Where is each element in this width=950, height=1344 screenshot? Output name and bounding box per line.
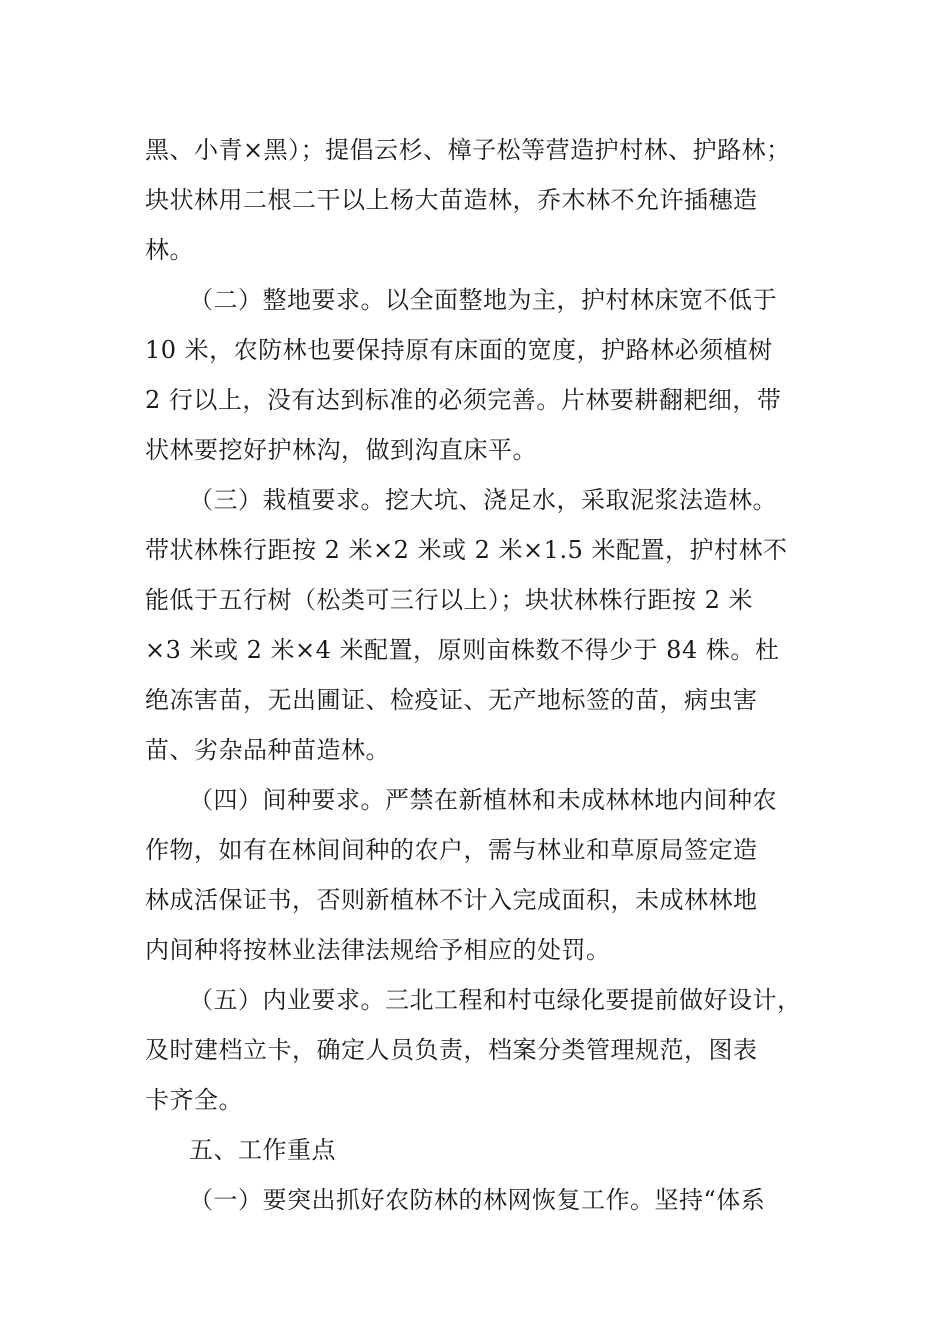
paragraph-start-line: （四）间种要求。严禁在新植林和未成林林地内间种农 (189, 786, 777, 814)
text-line: ×3 米或 2 米×4 米配置，原则亩株数不得少于 84 株。杜 (145, 636, 780, 664)
paragraph-start-line: （三）栽植要求。挖大坑、浇足水，采取泥浆法造林。 (189, 486, 777, 514)
text-line: 状林要挖好护林沟，做到沟直床平。 (145, 436, 537, 464)
text-line: 林。 (145, 236, 194, 264)
text-line: 块状林用二根二干以上杨大苗造林，乔木林不允许插穗造 (145, 186, 758, 214)
text-line: 能低于五行树（松类可三行以上）；块状林株行距按 2 米 (145, 586, 754, 614)
text-line: 苗、劣杂品种苗造林。 (145, 736, 390, 764)
paragraph-start-line: （二）整地要求。以全面整地为主，护村林床宽不低于 (189, 286, 777, 314)
text-line: 2 行以上，没有达到标准的必须完善。片林要耕翻耙细，带 (145, 386, 782, 414)
section-heading: 五、工作重点 (189, 1136, 336, 1164)
text-line: 黑、小青×黑）；提倡云杉、樟子松等营造护村林、护路林； (145, 136, 791, 164)
body-text (145, 125, 810, 1225)
text-line: 10 米，农防林也要保持原有床面的宽度，护路林必须植树 (145, 336, 773, 364)
text-line: 带状林株行距按 2 米×2 米或 2 米×1.5 米配置，护村林不 (145, 536, 788, 564)
text-line: 内间种将按林业法律法规给予相应的处罚。 (145, 936, 611, 964)
paragraph-start-line: （一）要突出抓好农防林的林网恢复工作。坚持“体系 (189, 1186, 766, 1214)
text-line: 卡齐全。 (145, 1086, 243, 1114)
text-line: 林成活保证书，否则新植林不计入完成面积，未成林林地 (145, 886, 758, 914)
text-line: 绝冻害苗，无出圃证、检疫证、无产地标签的苗，病虫害 (145, 686, 758, 714)
text-line: 作物，如有在林间间种的农户，需与林业和草原局签定造 (145, 836, 758, 864)
text-line: 及时建档立卡，确定人员负责，档案分类管理规范，图表 (145, 1036, 758, 1064)
paragraph-start-line: （五）内业要求。三北工程和村屯绿化要提前做好设计， (189, 986, 802, 1014)
